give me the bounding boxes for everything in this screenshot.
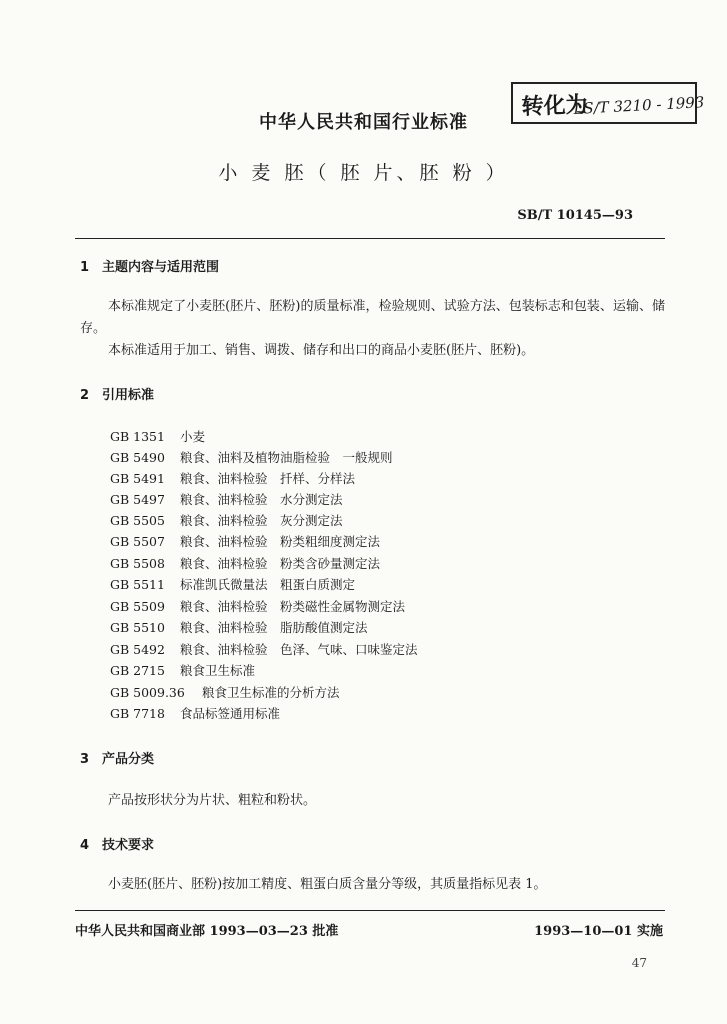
reference-code: GB 5497 bbox=[110, 492, 165, 507]
section-number: 1 bbox=[80, 260, 90, 275]
section-heading-2 bbox=[80, 384, 154, 403]
reference-code: GB 1351 bbox=[110, 429, 165, 444]
reference-title: 粮食、油料检验 色泽、气味、口味鉴定法 bbox=[180, 642, 418, 657]
stamp-code: LS/T 3210 - 1993 bbox=[573, 93, 705, 118]
reference-row bbox=[110, 469, 355, 487]
reference-title: 食品标签通用标准 bbox=[180, 706, 281, 721]
reference-row bbox=[110, 427, 205, 445]
reference-title: 粮食、油料检验 粉类粗细度测定法 bbox=[180, 534, 381, 549]
page-number: 47 bbox=[631, 956, 647, 970]
reference-code: GB 5509 bbox=[110, 599, 165, 614]
section-title: 主题内容与适用范围 bbox=[102, 260, 220, 275]
section-title: 技术要求 bbox=[102, 838, 155, 853]
section-title: 产品分类 bbox=[102, 752, 155, 767]
reference-row bbox=[110, 683, 340, 701]
section-number: 3 bbox=[80, 752, 90, 767]
reference-code: GB 5492 bbox=[110, 642, 165, 657]
header-title: 中华人民共和国行业标准 bbox=[259, 112, 468, 133]
paragraph-scope: 本标准规定了小麦胚(胚片、胚粉)的质量标准，检验规则、试验方法、包装标志和包装、运输、储存。 bbox=[80, 299, 665, 336]
section-number: 2 bbox=[80, 388, 90, 403]
reference-row bbox=[110, 532, 380, 550]
reference-title: 粮食卫生标准的分析方法 bbox=[202, 685, 340, 700]
reference-title: 粮食、油料及植物油脂检验 一般规则 bbox=[180, 450, 393, 465]
section-title: 引用标准 bbox=[102, 388, 155, 403]
header-divider bbox=[75, 238, 665, 239]
reference-title: 标准凯氏微量法 粗蛋白质测定 bbox=[180, 577, 356, 592]
approval-line: 中华人民共和国商业部 1993—03—23 批准 bbox=[75, 924, 339, 939]
reference-code: GB 5507 bbox=[110, 534, 165, 549]
standard-number: SB/T 10145—93 bbox=[517, 208, 633, 223]
reference-row bbox=[110, 575, 355, 593]
reference-title: 粮食、油料检验 水分测定法 bbox=[180, 492, 343, 507]
reference-title: 粮食、油料检验 灰分测定法 bbox=[180, 513, 343, 528]
reference-title: 小麦 bbox=[180, 429, 206, 444]
reference-title: 粮食、油料检验 脂肪酸值测定法 bbox=[180, 620, 368, 635]
section-heading-1 bbox=[80, 256, 219, 275]
reference-code: GB 7718 bbox=[110, 706, 165, 721]
reference-code: GB 5009.36 bbox=[110, 685, 185, 700]
reference-title: 粮食、油料检验 粉类磁性金属物测定法 bbox=[180, 599, 406, 614]
implementation-date: 1993—10—01 实施 bbox=[534, 924, 663, 939]
paragraph-applicability: 本标准适用于加工、销售、调拨、储存和出口的商品小麦胚(胚片、胚粉)。 bbox=[108, 343, 535, 358]
reference-title: 粮食、油料检验 扦样、分样法 bbox=[180, 471, 356, 486]
document-title: 小 麦 胚（ 胚 片、胚 粉 ） bbox=[218, 162, 509, 184]
section-heading-4 bbox=[80, 834, 154, 853]
reference-row bbox=[110, 597, 405, 615]
section-heading-3 bbox=[80, 748, 154, 767]
reference-row bbox=[110, 511, 343, 529]
reference-row bbox=[110, 490, 343, 508]
reference-row bbox=[110, 618, 368, 636]
section-number: 4 bbox=[80, 838, 90, 853]
reference-code: GB 2715 bbox=[110, 663, 165, 678]
reference-code: GB 5511 bbox=[110, 577, 165, 592]
reference-code: GB 5490 bbox=[110, 450, 165, 465]
conversion-stamp bbox=[511, 82, 705, 124]
reference-row bbox=[110, 554, 380, 572]
paragraph-classification: 产品按形状分为片状、粗粒和粉状。 bbox=[108, 793, 317, 808]
paragraph-requirements: 小麦胚(胚片、胚粉)按加工精度、粗蛋白质含量分等级，其质量指标见表 1。 bbox=[108, 877, 547, 892]
reference-row bbox=[110, 448, 393, 466]
reference-code: GB 5508 bbox=[110, 556, 165, 571]
stamp-text: 转化为 bbox=[521, 92, 589, 120]
reference-title: 粮食、油料检验 粉类含砂量测定法 bbox=[180, 556, 381, 571]
reference-code: GB 5491 bbox=[110, 471, 165, 486]
reference-title: 粮食卫生标准 bbox=[180, 663, 256, 678]
reference-code: GB 5505 bbox=[110, 513, 165, 528]
reference-row bbox=[110, 661, 255, 679]
reference-code: GB 5510 bbox=[110, 620, 165, 635]
reference-row bbox=[110, 640, 418, 658]
reference-row bbox=[110, 704, 280, 722]
footer-divider bbox=[75, 910, 665, 911]
